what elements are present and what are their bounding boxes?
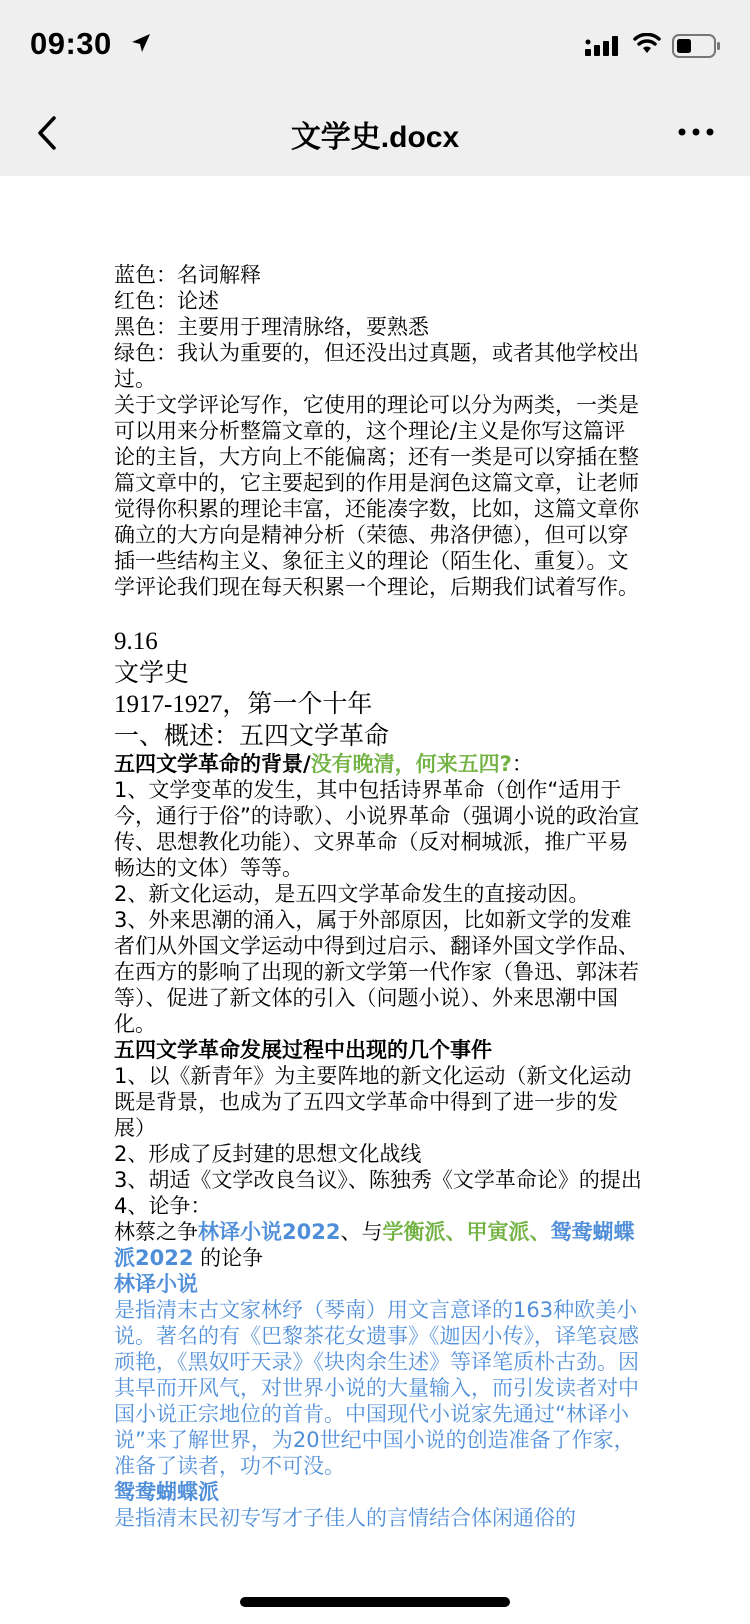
intro-paragraph: 关于文学评论写作，它使用的理论可以分为两类，一类是可以用来分析整篇文章的，这个理论/主义是你写这篇评论的主旨，大方向上不能偏离；还有一类是可以穿插在整篇文章中的，它主要起到的作用是润色这篇文章，让老师觉得你积累的理论丰富，还能凑字数，比如，这篇文章你确立的大方向是精神分析（荣德、弗洛伊德），但可以穿插一些结构主义、象征主义的理论（陌生化、重复）。文学评论我们现在每天积累一个理论，后期我们试着写作。 [114, 393, 639, 599]
event-item: 1、以《新青年》为主要阵地的新文化运动（新文化运动既是背景，也成为了五四文学革命中得到了进一步的发展） [114, 1064, 632, 1140]
ellipsis-icon[interactable] [676, 120, 716, 144]
background-title-black: 五四文学革命的背景/ [114, 752, 311, 776]
events-title: 五四文学革命发展过程中出现的几个事件 [114, 1038, 492, 1062]
heading-literature-history: 文学史 [114, 658, 190, 687]
debate-link-linyi: 林译小说2022 [198, 1220, 341, 1244]
nav-bar [0, 90, 750, 176]
heading-overview: 一、概述：五四文学革命 [114, 721, 390, 750]
date-heading: 9.16 [114, 628, 158, 655]
event-item: 2、形成了反封建的思想文化战线 [114, 1142, 422, 1166]
cellular-signal-icon [585, 36, 621, 56]
heading-first-decade-text: 1917-1927，第一个十年 [114, 691, 373, 718]
home-indicator[interactable] [240, 1597, 510, 1607]
yuanyang-term-definition: 是指清末民初专写才子佳人的言情结合体闲通俗的 [114, 1506, 576, 1530]
background-item: 3、外来思潮的涌入，属于外部原因，比如新文学的发难者们从外国文学运动中得到过启示、翻译外国文学作品、在西方的影响了出现的新文学第一代作家（鲁迅、郭沫若等）、促进了新文体的引入（问题小说）、外来思潮中国化。 [114, 908, 639, 1036]
debate-prefix: 林蔡之争 [114, 1220, 198, 1244]
wifi-icon [633, 33, 661, 55]
event-item: 4、论争： [114, 1194, 212, 1218]
debate-line [114, 1219, 644, 1271]
linyi-term-definition: 是指清末古文家林纾（琴南）用文言意译的163种欧美小说。著名的有《巴黎茶花女遗事》《迦因小传》，译笔哀感顽艳，《黑奴吁天录》《块肉余生述》等译笔质朴古劲。因其早而开风气，对世界小说的大量输入，而引发读者对中国小说正宗地位的首肯。中国现代小说家先通过“林译小说”来了解世界，为20世纪中国小说的创造准备了作家，准备了读者，功不可没。 [114, 1298, 639, 1478]
legend-green: 绿色：我认为重要的，但还没出过真题，或者其他学校出过。 [114, 341, 639, 391]
debate-mid: 、与 [340, 1220, 383, 1244]
location-arrow-icon [130, 32, 152, 54]
debate-green-schools: 学衡派、甲寅派、 [382, 1220, 551, 1244]
background-item: 1、文学变革的发生，其中包括诗界革命（创作“适用于今，通行于俗”的诗歌）、小说界革命（强调小说的政治宣传、思想教化功能）、文界革命（反对桐城派，推广平易畅达的文体）等等。 [114, 778, 640, 880]
background-title [114, 751, 644, 777]
background-item: 2、新文化运动，是五四文学革命发生的直接动因。 [114, 882, 590, 906]
document-title: 文学史.docx [290, 121, 460, 154]
debate-link-yuanyang: 鸳鸯蝴蝶派2022 [114, 1220, 635, 1270]
background-title-green: 没有晚清，何来五四? [310, 752, 512, 776]
legend-red: 红色：论述 [114, 289, 219, 313]
status-time: 09:30 [30, 26, 112, 61]
yuanyang-term-title: 鸳鸯蝴蝶派 [114, 1480, 219, 1504]
event-item: 3、胡适《文学改良刍议》、陈独秀《文学革命论》的提出 [114, 1168, 642, 1192]
background-title-colon: ： [511, 752, 533, 776]
battery-icon [672, 34, 722, 58]
legend-blue: 蓝色：名词解释 [114, 263, 261, 287]
status-bar [0, 0, 750, 90]
legend-black: 黑色：主要用于理清脉络，要熟悉 [114, 315, 429, 339]
linyi-term-title: 林译小说 [114, 1272, 198, 1296]
heading-first-decade [114, 688, 644, 720]
debate-suffix: 的论争 [193, 1246, 264, 1270]
document-body [114, 262, 644, 1531]
